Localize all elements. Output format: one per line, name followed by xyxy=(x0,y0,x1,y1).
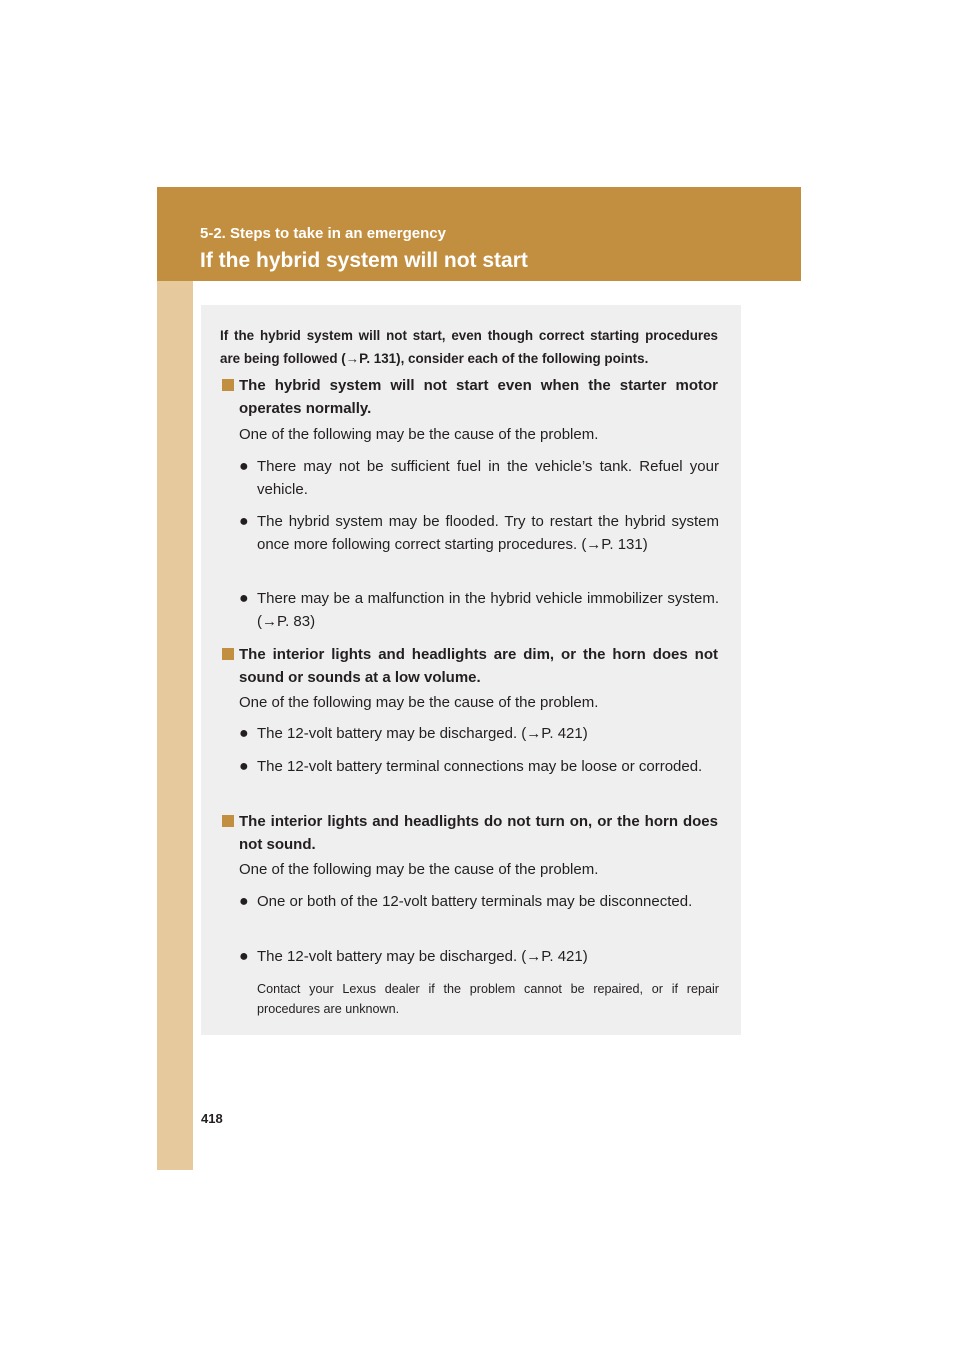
list-item: ● There may not be sufficient fuel in the vehicle’s tank. Refuel your vehicle. xyxy=(239,455,719,501)
condition-heading: The hybrid system will not start even when the starter motor operates normally. xyxy=(222,374,718,420)
cause-text: One of the following may be the cause of the problem. xyxy=(239,861,599,878)
side-color-band xyxy=(157,187,193,1170)
intro-text: If the hybrid system will not start, even though correct starting procedures are being followed (→P. 131), consider each of the following points. xyxy=(220,328,718,366)
square-bullet-icon xyxy=(222,648,234,660)
bullet-dot-icon: ● xyxy=(239,948,249,965)
list-item: ● The 12-volt battery may be discharged. (→P. 421) xyxy=(239,722,719,745)
condition-heading: The interior lights and headlights are dim, or the horn does not sound or sounds at a low volume. xyxy=(222,643,718,689)
list-item: ● The 12-volt battery may be discharged. (→P. 421) xyxy=(239,945,719,968)
bullet-dot-icon: ● xyxy=(239,725,249,742)
square-bullet-icon xyxy=(222,815,234,827)
cause-text: One of the following may be the cause of the problem. xyxy=(239,426,599,443)
list-item: ● There may be a malfunction in the hybrid vehicle immobilizer system. (→P. 83) xyxy=(239,587,719,633)
page-number: 418 xyxy=(201,1111,223,1126)
bullet-dot-icon: ● xyxy=(239,893,249,910)
list-item: ● The hybrid system may be flooded. Try to restart the hybrid system once more following correct starting procedures. (→P. 131) xyxy=(239,510,719,556)
page-title: If the hybrid system will not start xyxy=(200,249,528,272)
square-bullet-icon xyxy=(222,379,234,391)
section-label: 5-2. Steps to take in an emergency xyxy=(200,225,446,242)
bullet-dot-icon: ● xyxy=(239,513,249,530)
list-item: ● One or both of the 12-volt battery terminals may be disconnected. xyxy=(239,890,719,913)
list-item: ● The 12-volt battery terminal connections may be loose or corroded. xyxy=(239,755,719,778)
bullet-dot-icon: ● xyxy=(239,758,249,775)
cause-text: One of the following may be the cause of the problem. xyxy=(239,694,599,711)
dealer-note: Contact your Lexus dealer if the problem cannot be repaired, or if repair procedures are unknown. xyxy=(257,982,719,1016)
bullet-dot-icon: ● xyxy=(239,590,249,607)
bullet-dot-icon: ● xyxy=(239,458,249,475)
condition-heading: The interior lights and headlights do not turn on, or the horn does not sound. xyxy=(222,810,718,856)
